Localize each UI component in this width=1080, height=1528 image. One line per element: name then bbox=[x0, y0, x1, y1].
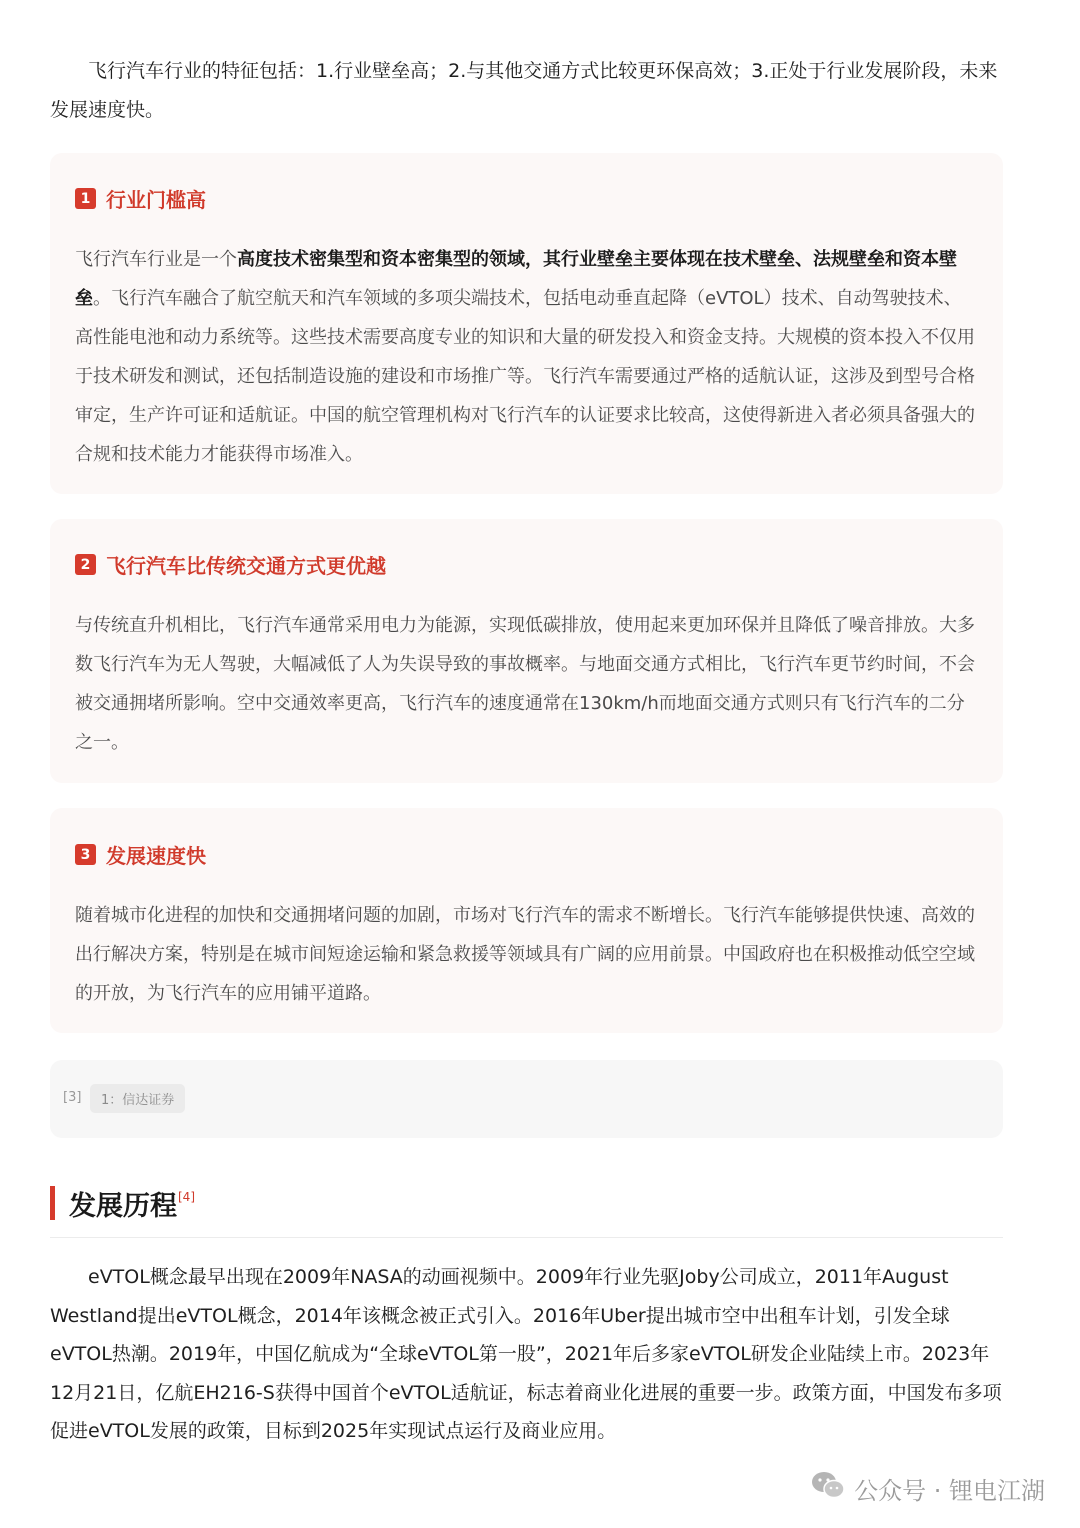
number-badge: 3 bbox=[75, 844, 96, 865]
section-title-text: 发展历程 bbox=[69, 1191, 177, 1222]
reference-box bbox=[50, 1060, 1003, 1138]
feature-card-1 bbox=[50, 153, 1003, 494]
card-text bbox=[75, 240, 975, 474]
number-badge: 2 bbox=[75, 554, 96, 575]
card-title: 发展速度快 bbox=[106, 844, 206, 868]
card-title: 飞行汽车比传统交通方式更优越 bbox=[106, 554, 386, 578]
feature-card-2 bbox=[50, 519, 1003, 783]
card-text: 与传统直升机相比，飞行汽车通常采用电力为能源，实现低碳排放，使用起来更加环保并且降低了噪音排放。大多数飞行汽车为无人驾驶，大幅减低了人为失误导致的事故概率。与地面交通方式相比，飞行汽车更节约时间，不会被交通拥堵所影响。空中交通效率更高，飞行汽车的速度通常在130km/h而地面交通方式则只有飞行汽车的二分之一。 bbox=[75, 615, 975, 753]
section-title bbox=[69, 1184, 195, 1223]
wechat-icon bbox=[810, 1470, 846, 1506]
reference-index: [3] bbox=[63, 1090, 82, 1105]
feature-card-3 bbox=[50, 808, 1003, 1033]
watermark-text: 公众号 · 锂电江湖 bbox=[854, 1476, 1045, 1505]
card-text-bold: 高度技术密集型和资本密集型的领域，其行业壁垒主要体现在技术壁垒、法规壁垒和资本壁垒 bbox=[75, 249, 957, 309]
section-reference-link[interactable]: [4] bbox=[178, 1190, 195, 1204]
reference-tag[interactable]: 1：信达证券 bbox=[90, 1084, 185, 1113]
card-heading bbox=[75, 184, 206, 213]
card-text-part: 。飞行汽车融合了航空航天和汽车领域的多项尖端技术，包括电动垂直起降（eVTOL）技术、自动驾驶技术、高性能电池和动力系统等。这些技术需要高度专业的知识和大量的研发投入和资金支持。大规模的资本投入不仅用于技术研发和测试，还包括制造设施的建设和市场推广等。飞行汽车需要通过严格的适航认证，这涉及到型号合格审定，生产许可证和适航证。中国的航空管理机构对飞行汽车的认证要求比较高，这使得新进入者必须具备强大的合规和技术能力才能获得市场准入。 bbox=[75, 288, 975, 465]
history-paragraph: eVTOL概念最早出现在2009年NASA的动画视频中。2009年行业先驱Joby公司成立，2011年August Westland提出eVTOL概念，2014年该概念被正式引入。2016年Uber提出城市空中出租车计划，引发全球eVTOL热潮。2019年，中国亿航成为“全球eVTOL第一股”，2021年后多家eVTOL研发企业陆续上市。2023年12月21日，亿航EH216-S获得中国首个eVTOL适航证，标志着商业化进展的重要一步。政策方面，中国发布多项促进eVTOL发展的政策，目标到2025年实现试点运行及商业应用。 bbox=[50, 1266, 1002, 1442]
section-accent-bar bbox=[50, 1186, 55, 1220]
number-badge: 1 bbox=[75, 188, 96, 209]
section-divider bbox=[50, 1237, 1003, 1238]
card-heading bbox=[75, 840, 206, 869]
intro-paragraph: 飞行汽车行业的特征包括：1.行业壁垒高；2.与其他交通方式比较更环保高效；3.正处于行业发展阶段，未来发展速度快。 bbox=[50, 60, 998, 121]
card-text-part: 飞行汽车行业是一个 bbox=[75, 249, 237, 270]
watermark bbox=[810, 1470, 1045, 1506]
card-title: 行业门槛高 bbox=[106, 188, 206, 212]
card-text: 随着城市化进程的加快和交通拥堵问题的加剧，市场对飞行汽车的需求不断增长。飞行汽车能够提供快速、高效的出行解决方案，特别是在城市间短途运输和紧急救援等领域具有广阔的应用前景。中国政府也在积极推动低空空域的开放，为飞行汽车的应用铺平道路。 bbox=[75, 905, 975, 1004]
card-heading bbox=[75, 550, 386, 579]
